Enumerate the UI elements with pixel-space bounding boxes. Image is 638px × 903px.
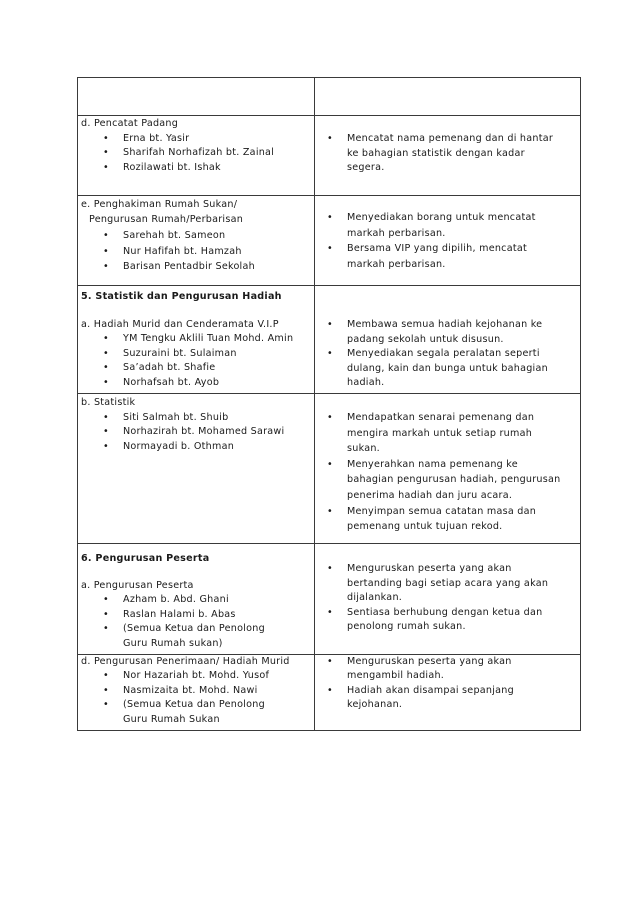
member-name: • YM Tengku Aklili Tuan Mohd. Amin bbox=[81, 332, 310, 347]
task-item: • Bersama VIP yang dipilih, mencatat markah perbarisan. bbox=[318, 241, 576, 272]
cell-empty-right bbox=[315, 78, 581, 116]
member-list bbox=[81, 593, 310, 651]
section-title-continued: Pengurusan Rumah/Perbarisan bbox=[89, 213, 244, 225]
section-title: b. Statistik bbox=[81, 396, 136, 408]
table-row-penghakiman bbox=[78, 196, 581, 286]
member-list bbox=[81, 411, 310, 455]
cell-penerimaan-members bbox=[78, 654, 315, 730]
member-name: • Nur Hafifah bt. Hamzah bbox=[81, 244, 310, 260]
cell-statistik-members bbox=[78, 393, 315, 543]
member-name: • Sa’adah bt. Shafie bbox=[81, 361, 310, 376]
member-name: • Norhafsah bt. Ayob bbox=[81, 376, 310, 391]
task-item: • Menguruskan peserta yang akan bertanding bagi setiap acara yang akan dijalankan. bbox=[318, 562, 576, 606]
cell-hadiah-tasks bbox=[315, 286, 581, 394]
task-list bbox=[318, 562, 576, 635]
cell-penghakiman-members bbox=[78, 196, 315, 286]
task-item: • Menyediakan borang untuk mencatat markah perbarisan. bbox=[318, 210, 576, 241]
table-row-pengurusan-peserta bbox=[78, 543, 581, 654]
task-list bbox=[318, 318, 576, 391]
cell-peserta-members bbox=[78, 543, 315, 654]
section-title: d. Pengurusan Penerimaan/ Hadiah Murid bbox=[81, 655, 290, 667]
cell-empty-left bbox=[78, 78, 315, 116]
task-list bbox=[318, 210, 576, 272]
member-name: • Raslan Halami b. Abas bbox=[81, 608, 310, 623]
member-name: • (Semua Ketua dan Penolong Guru Rumah sukan) bbox=[81, 622, 310, 651]
section-title: d. Pencatat Padang bbox=[81, 118, 179, 129]
cell-pencatat-tasks bbox=[315, 116, 581, 196]
cell-statistik-tasks bbox=[315, 393, 581, 543]
task-list bbox=[318, 132, 576, 176]
member-name: • (Semua Ketua dan Penolong Guru Rumah Sukan bbox=[81, 698, 310, 727]
task-item: • Mendapatkan senarai pemenang dan mengira markah untuk setiap rumah sukan. bbox=[318, 410, 576, 457]
section-heading: 6. Pengurusan Peserta bbox=[81, 552, 210, 564]
task-list bbox=[318, 410, 576, 535]
task-item: • Menyerahkan nama pemenang ke bahagian pengurusan hadiah, pengurusan penerima hadiah dan juru acara. bbox=[318, 457, 576, 504]
committee-table bbox=[77, 77, 581, 731]
member-list bbox=[81, 669, 310, 727]
table-row-statistik bbox=[78, 393, 581, 543]
member-name: • Sarehah bt. Sameon bbox=[81, 228, 310, 244]
section-title: e. Penghakiman Rumah Sukan/ bbox=[81, 199, 238, 210]
task-item: • Hadiah akan disampai sepanjang kejohanan. bbox=[318, 684, 576, 713]
cell-penghakiman-tasks bbox=[315, 196, 581, 286]
table-row-penerimaan-hadiah bbox=[78, 654, 581, 730]
task-item: • Sentiasa berhubung dengan ketua dan penolong rumah sukan. bbox=[318, 606, 576, 635]
cell-peserta-tasks bbox=[315, 543, 581, 654]
member-name: • Rozilawati bt. Ishak bbox=[81, 161, 310, 176]
task-list bbox=[318, 655, 576, 713]
task-item: • Menguruskan peserta yang akan mengambil hadiah. bbox=[318, 655, 576, 684]
member-list bbox=[81, 132, 310, 176]
section-heading: 5. Statistik dan Pengurusan Hadiah bbox=[81, 291, 282, 302]
task-item: • Menyimpan semua catatan masa dan pemenang untuk tujuan rekod. bbox=[318, 504, 576, 535]
cell-pencatat-members bbox=[78, 116, 315, 196]
cell-hadiah-members bbox=[78, 286, 315, 394]
section-title: a. Pengurusan Peserta bbox=[81, 579, 194, 591]
section-title: a. Hadiah Murid dan Cenderamata V.I.P bbox=[81, 318, 279, 330]
member-name: • Nor Hazariah bt. Mohd. Yusof bbox=[81, 669, 310, 684]
member-name: • Normayadi b. Othman bbox=[81, 440, 310, 455]
member-name: • Sharifah Norhafizah bt. Zainal bbox=[81, 146, 310, 161]
member-name: • Barisan Pentadbir Sekolah bbox=[81, 259, 310, 275]
member-list bbox=[81, 332, 310, 390]
member-name: • Azham b. Abd. Ghani bbox=[81, 593, 310, 608]
member-name: • Nasmizaita bt. Mohd. Nawi bbox=[81, 684, 310, 699]
task-item: • Menyediakan segala peralatan seperti dulang, kain dan bunga untuk bahagian hadiah. bbox=[318, 347, 576, 391]
task-item: • Membawa semua hadiah kejohanan ke padang sekolah untuk disusun. bbox=[318, 318, 576, 347]
table-row-pencatat-padang bbox=[78, 116, 581, 196]
member-name: • Suzuraini bt. Sulaiman bbox=[81, 347, 310, 362]
table-row-hadiah-murid bbox=[78, 286, 581, 394]
member-name: • Norhazirah bt. Mohamed Sarawi bbox=[81, 425, 310, 440]
member-list bbox=[81, 228, 310, 275]
task-item: • Mencatat nama pemenang dan di hantar ke bahagian statistik dengan kadar segera. bbox=[318, 132, 576, 176]
member-name: • Siti Salmah bt. Shuib bbox=[81, 411, 310, 426]
cell-penerimaan-tasks bbox=[315, 654, 581, 730]
member-name: • Erna bt. Yasir bbox=[81, 132, 310, 147]
table-row-empty bbox=[78, 78, 581, 116]
